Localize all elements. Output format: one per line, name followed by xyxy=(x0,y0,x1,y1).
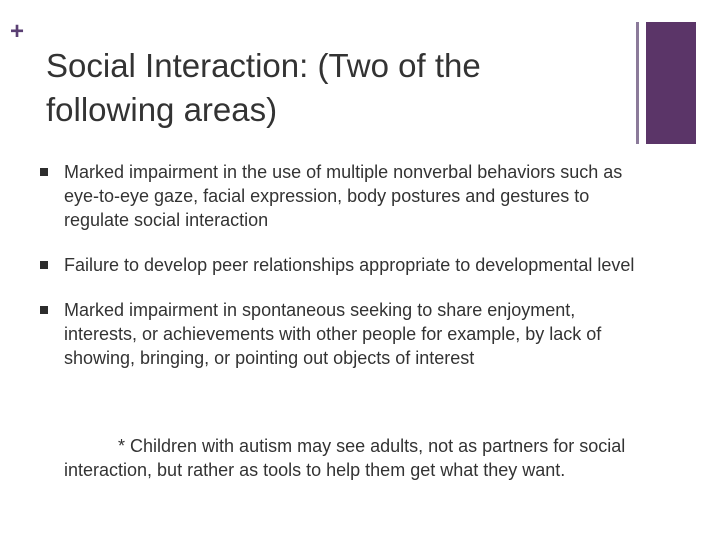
bullet-text: Marked impairment in the use of multiple nonverbal behaviors such as eye-to-eye gaze, facial expression, body postures and gestures to regulate social interaction xyxy=(64,162,623,230)
list-item xyxy=(40,160,640,232)
square-bullet-icon xyxy=(40,261,48,269)
slide-title: Social Interaction: (Two of the following areas) xyxy=(46,47,481,128)
footnote: * Children with autism may see adults, not as partners for social interaction, but rather as tools to help them get what they want. xyxy=(64,436,626,480)
accent-block xyxy=(646,22,696,144)
square-bullet-icon xyxy=(40,168,48,176)
list-item xyxy=(40,253,640,277)
vertical-rule xyxy=(636,22,639,144)
bullet-text: Marked impairment in spontaneous seeking to share enjoyment, interests, or achievements with other people for example, by lack of showing, bringing, or pointing out objects of interest xyxy=(64,300,602,368)
square-bullet-icon xyxy=(40,306,48,314)
plus-icon: + xyxy=(10,18,25,45)
bullet-list xyxy=(40,160,640,391)
bullet-text: Failure to develop peer relationships appropriate to developmental level xyxy=(64,255,635,275)
list-item xyxy=(40,298,640,370)
